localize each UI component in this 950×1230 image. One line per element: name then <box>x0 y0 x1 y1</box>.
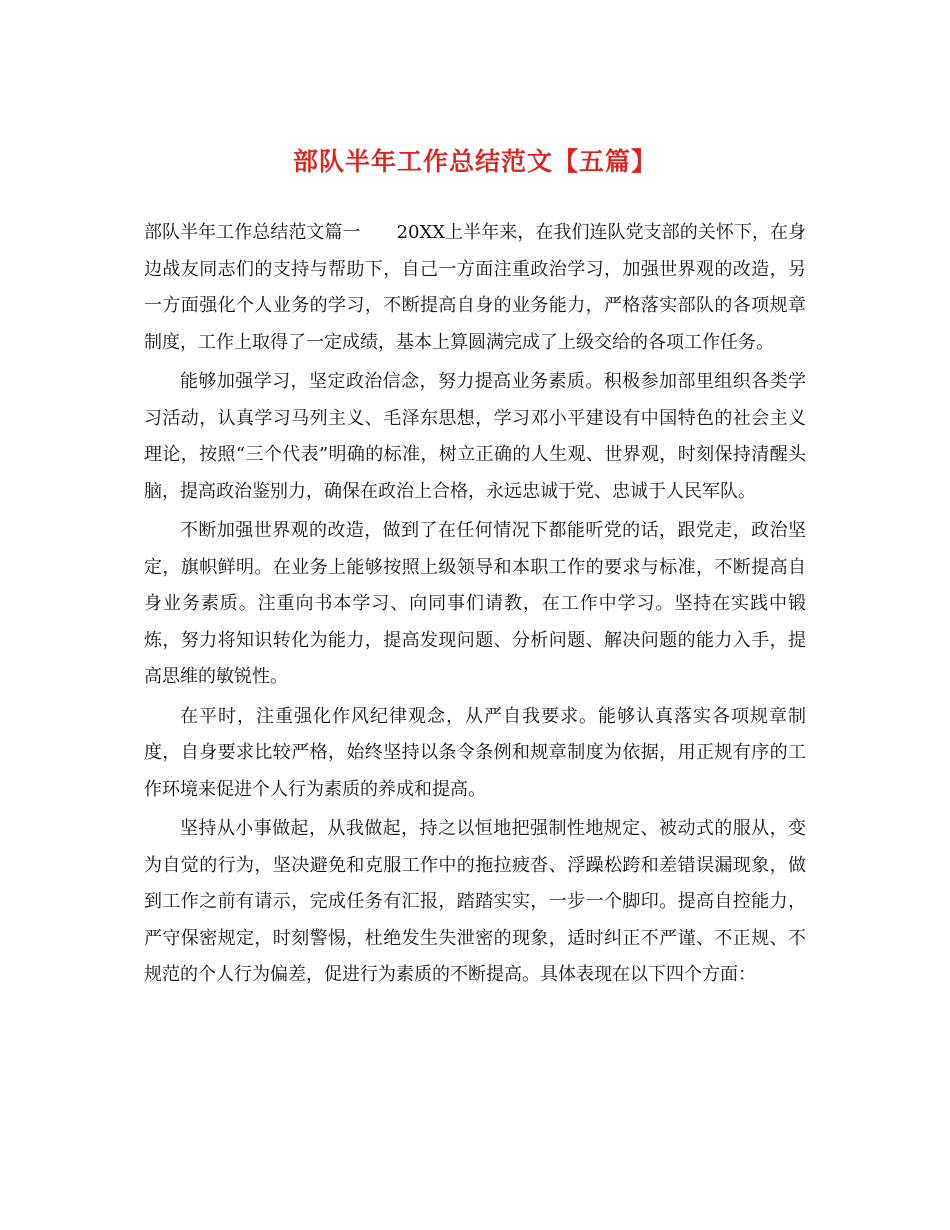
paragraph-4: 在平时，注重强化作风纪律观念，从严自我要求。能够认真落实各项规章制度，自身要求比较严格，始终坚持以条令条例和规章制度为依据，用正规有序的工作环境来促进个人行为素质的养成和提高。 <box>144 705 806 800</box>
paragraph-1 <box>144 215 806 361</box>
document-body <box>144 215 806 997</box>
paragraph-2: 能够加强学习，坚定政治信念，努力提高业务素质。积极参加部里组织各类学习活动，认真学习马列主义、毛泽东思想，学习邓小平建设有中国特色的社会主义理论，按照“三个代表”明确的标准，树立正确的人生观、世界观，时刻保持清醒头脑，提高政治鉴别力，确保在政治上合格，永远忠诚于党、忠诚于人民军队。 <box>144 371 806 502</box>
paragraph-1-text: 20XX上半年来，在我们连队党支部的关怀下，在身边战友同志们的支持与帮助下，自己一方面注重政治学习，加强世界观的改造，另一方面强化个人业务的学习，不断提高自身的业务能力，严格落实部队的各项规章制度，工作上取得了一定成绩，基本上算圆满完成了上级交给的各项工作任务。 <box>144 222 807 353</box>
document-title: 部队半年工作总结范文【五篇】 <box>292 147 657 176</box>
section-heading: 部队半年工作总结范文篇一 <box>144 222 361 243</box>
paragraph-3: 不断加强世界观的改造，做到了在任何情况下都能听党的话，跟党走，政治坚定，旗帜鲜明。在业务上能够按照上级领导和本职工作的要求与标准，不断提高自身业务素质。注重向书本学习、向同事们请教，在工作中学习。坚持在实践中锻炼，努力将知识转化为能力，提高发现问题、分析问题、解决问题的能力入手，提高思维的敏锐性。 <box>144 520 806 687</box>
paragraph-5: 坚持从小事做起，从我做起，持之以恒地把强制性地规定、被动式的服从，变为自觉的行为，坚决避免和克服工作中的拖拉疲沓、浮躁松跨和差错误漏现象，做到工作之前有请示，完成任务有汇报，踏踏实实，一步一个脚印。提高自控能力，严守保密规定，时刻警惕，杜绝发生失泄密的现象，适时纠正不严谨、不正规、不规范的个人行为偏差，促进行为素质的不断提高。具体表现在以下四个方面： <box>144 818 806 985</box>
